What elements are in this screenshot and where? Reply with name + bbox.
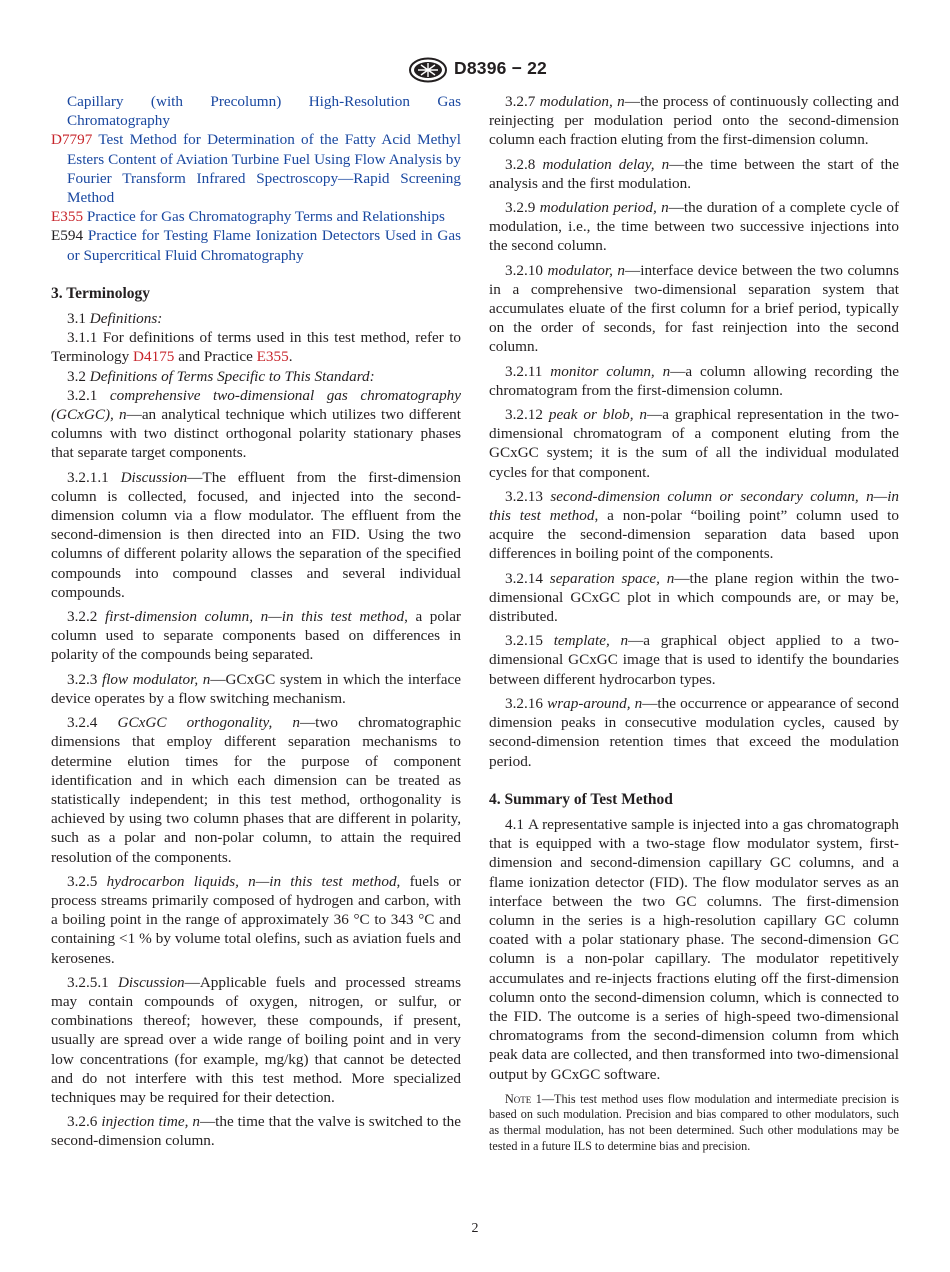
reference-code: E594 xyxy=(51,227,84,245)
definition: 3.2.5.1 Discussion—Applicable fuels and processed streams may contain compounds of oxygen, nitrogen, or sulfur, or combinations thereof; however, these compounds, if present, usually are spread over a wide range of boiling point and in very low concentrations (for example, mg/kg) that cannot be detected and do not interfere with this test method. More specialized techniques may be required for their detection. xyxy=(51,973,461,1106)
section-heading: 4. Summary of Test Method xyxy=(489,790,673,808)
section-heading: 3. Terminology xyxy=(51,284,151,302)
note xyxy=(489,1092,899,1154)
definition: 3.2.1 comprehensive two-dimensional gas chromatography (GCxGC), n—an analytical technique which utilizes two different columns with two distinct orthogonal polarity stationary phases that separate target components. xyxy=(51,386,462,462)
definition: 3.2.4 GCxGC orthogonality, n—two chromatographic dimensions that employ different separation mechanisms to determine elution times for the purpose of component identification and in which each dimension can be treated as statistically independent; in this test method, orthogonality is achieved by using two column phases that are different in polarity, such as a polar and non-polar column, to attain the required resolution of the components. xyxy=(51,714,461,866)
paragraph: 3.2 Definitions of Terms Specific to This Standard: xyxy=(67,367,375,385)
definition: 3.2.11 monitor column, n—a column allowing recording the chromatogram from the first-dimension column. xyxy=(489,362,899,399)
definition: 3.2.1.1 Discussion—The effluent from the first-dimension column is collected, focused, and injected into the second-dimension column via a flow modulator. The effluent from the second-dimension is then directed into an FID. Using the two columns of different polarity allows the separation of the specified compounds into compound classes and several individual compounds. xyxy=(51,468,461,601)
definition: 3.2.8 modulation delay, n—the time between the start of the analysis and the first modulation. xyxy=(489,155,899,192)
definition: 3.2.6 injection time, n—the time that the valve is switched to the second-dimension column. xyxy=(51,1113,462,1150)
page-header xyxy=(0,57,950,83)
definition: 3.2.16 wrap-around, n—the occurrence or appearance of second dimension peaks in consecutive modulation cycles, caused by second-dimension retention times that exceed the modulation period. xyxy=(489,694,899,770)
left-column xyxy=(51,92,461,1151)
definition: 3.2.9 modulation period, n—the duration of a complete cycle of modulation, i.e., the time between two successive injections into the second column. xyxy=(489,199,900,255)
definition: 3.2.10 modulator, n—interface device between the two columns in a comprehensive two-dimensional separation system that accumulates eluate of the first column for a brief period, typically on the order of seconds, for fast reinjection into the second column. xyxy=(489,261,900,356)
reference-code-link[interactable]: E355 xyxy=(51,208,84,226)
note-label: Note 1 xyxy=(505,1091,542,1106)
reference-entry xyxy=(51,130,461,207)
reference-entry xyxy=(51,207,461,226)
astm-logo-icon xyxy=(408,57,448,83)
definition: 3.2.15 template, n—a graphical object applied to a two-dimensional GCxGC image that is used to identify the boundaries between different hydrocarbon types. xyxy=(489,632,900,688)
reference-link[interactable]: D4175 xyxy=(133,348,175,366)
page-number: 2 xyxy=(471,1221,479,1236)
definition: 3.2.12 peak or blob, n—a graphical representation in the two-dimensional chromatogram of a component eluting from the GCxGC system; it is the sum of all the individual modulated cycles for that component. xyxy=(489,406,899,481)
reference-title-link[interactable]: Test Method for Determination of the Fatty Acid Methyl Esters Content of Aviation Turbine Fuel Using Flow Analysis by Fourier Transform Infrared Spectroscopy—Rapid Screening Method xyxy=(67,131,461,207)
definition: 3.2.7 modulation, n—the process of continuously collecting and reinjecting per modulation period onto the second-dimension column each fraction eluting from the first-dimension column. xyxy=(489,93,899,149)
definition: 3.2.2 first-dimension column, n—in this test method, a polar column used to separate components based on differences in polarity of the compounds being separated. xyxy=(51,608,461,664)
reference-code-link[interactable]: D7797 xyxy=(51,131,93,149)
reference-link[interactable]: E355 xyxy=(256,348,289,366)
reference-entry xyxy=(51,226,461,264)
definition: 3.2.13 second-dimension column or secondary column, n—in this test method, a non-polar “boiling point” column used to acquire the second-dimension separation data based upon differences in boiling point of the components. xyxy=(489,487,900,563)
note-body: —This test method uses flow modulation and intermediate precision is based on such modulation. Precision and bias compared to other modulators, such as thermal modulation, has not been determined. Such other modulations may be tested in a future ILS to determine bias and precision. xyxy=(489,1091,899,1153)
paragraph: 4.1 A representative sample is injected into a gas chromatograph that is equipped with a two-stage flow modulator system, first-dimension and second-dimension capillary GC columns, and a flame ionization detector (FID). The flow modulator serves as an interface between the two GC columns. The first-dimension column in the series is a high-resolution capillary GC column coated with a polar stationary phase. The second-dimension GC column is a non-polar capillary. The modulator repetitively accumulates and re-injects fractions eluting off the first-dimension column onto the second-dimension column, which is connected to the FID. The outcome is a series of high-speed two-dimensional chromatograms from the second-dimension column from which peak data are collected, and then transformed into two-dimensional output by GCxGC software. xyxy=(489,815,899,1083)
paragraph: 3.1.1 For definitions of terms used in this test method, refer to Terminology D4175 and Practice E355. xyxy=(51,329,462,366)
right-column xyxy=(489,92,899,1154)
reference-entry: Capillary (with Precolumn) High-Resolution Gas Chromatography xyxy=(67,93,461,130)
definition: 3.2.5 hydrocarbon liquids, n—in this test method, fuels or process streams primarily composed of hydrogen and carbon, with a boiling point in the range of approximately 36 °C to 343 °C and containing <1 % by volume total olefins, such as aviation fuels and kerosenes. xyxy=(51,872,462,967)
definition: 3.2.3 flow modulator, n—GCxGC system in which the interface device operates by a flow switching mechanism. xyxy=(51,670,462,707)
reference-title-link[interactable]: Practice for Gas Chromatography Terms and Relationships xyxy=(86,208,445,226)
paragraph: 3.1 Definitions: xyxy=(67,310,163,328)
reference-title-link[interactable]: Practice for Testing Flame Ionization Detectors Used in Gas or Supercritical Fluid Chromatography xyxy=(67,227,461,264)
definition: 3.2.14 separation space, n—the plane region within the two-dimensional GCxGC plot in which compounds are, or may be, distributed. xyxy=(489,569,900,626)
document-id: D8396 − 22 xyxy=(454,58,547,78)
